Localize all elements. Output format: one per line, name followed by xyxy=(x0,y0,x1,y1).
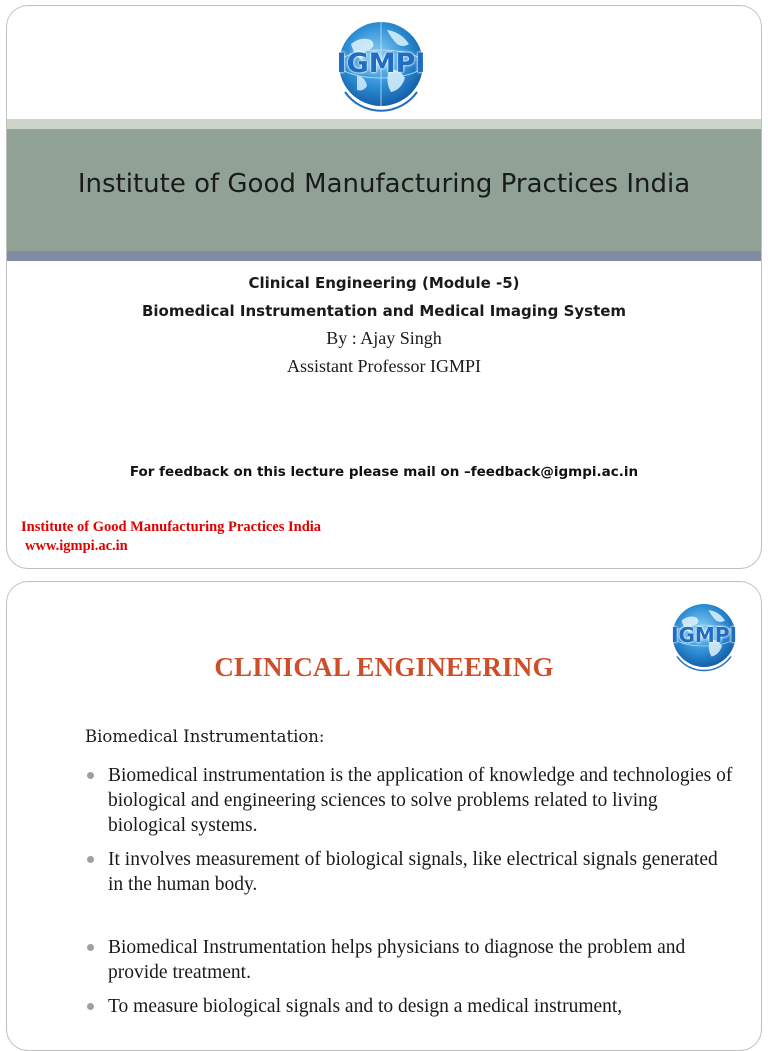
course-title: Biomedical Instrumentation and Medical Imaging System xyxy=(141,302,627,320)
footer-institute: Institute of Good Manufacturing Practices India xyxy=(21,519,322,535)
list-item-text: Biomedical instrumentation is the application of knowledge and technologies of biological and engineering sciences to solve problems related to living biological systems. xyxy=(108,765,733,836)
list-item xyxy=(85,994,735,1019)
feedback-note: For feedback on this lecture please mail on –feedback@igmpi.ac.in xyxy=(129,464,639,480)
list-item-text: To measure biological signals and to design a medical instrument, xyxy=(108,996,623,1017)
list-item xyxy=(85,935,735,985)
bullet-list xyxy=(85,763,735,1019)
logo-wordmark: IGMPI xyxy=(671,623,737,647)
author-role: Assistant Professor IGMPI xyxy=(286,356,481,376)
footer-url-link[interactable]: www.igmpi.ac.in xyxy=(25,538,128,554)
list-item xyxy=(85,847,735,897)
bullet-icon xyxy=(87,1003,94,1010)
title-slide xyxy=(6,5,762,569)
list-item xyxy=(85,763,735,838)
content-slide xyxy=(6,581,762,1051)
bullet-icon xyxy=(87,772,94,779)
bullet-icon xyxy=(87,856,94,863)
igmpi-logo xyxy=(327,14,435,118)
slide-title: CLINICAL ENGINEERING xyxy=(214,652,554,682)
section-heading: Biomedical Instrumentation: xyxy=(85,727,325,746)
module-title: Clinical Engineering (Module -5) xyxy=(248,274,520,292)
list-item-text: It involves measurement of biological signals, like electrical signals generated in the human body. xyxy=(108,849,718,895)
slide-title: Institute of Good Manufacturing Practices India xyxy=(77,169,691,199)
author-name: By : Ajay Singh xyxy=(326,328,442,348)
bullet-icon xyxy=(87,944,94,951)
header-band-bottom xyxy=(7,251,761,261)
list-item-text: Biomedical Instrumentation helps physicians to diagnose the problem and provide treatment. xyxy=(108,937,686,983)
header-band-top xyxy=(7,119,761,129)
logo-wordmark: IGMPI xyxy=(336,48,426,79)
